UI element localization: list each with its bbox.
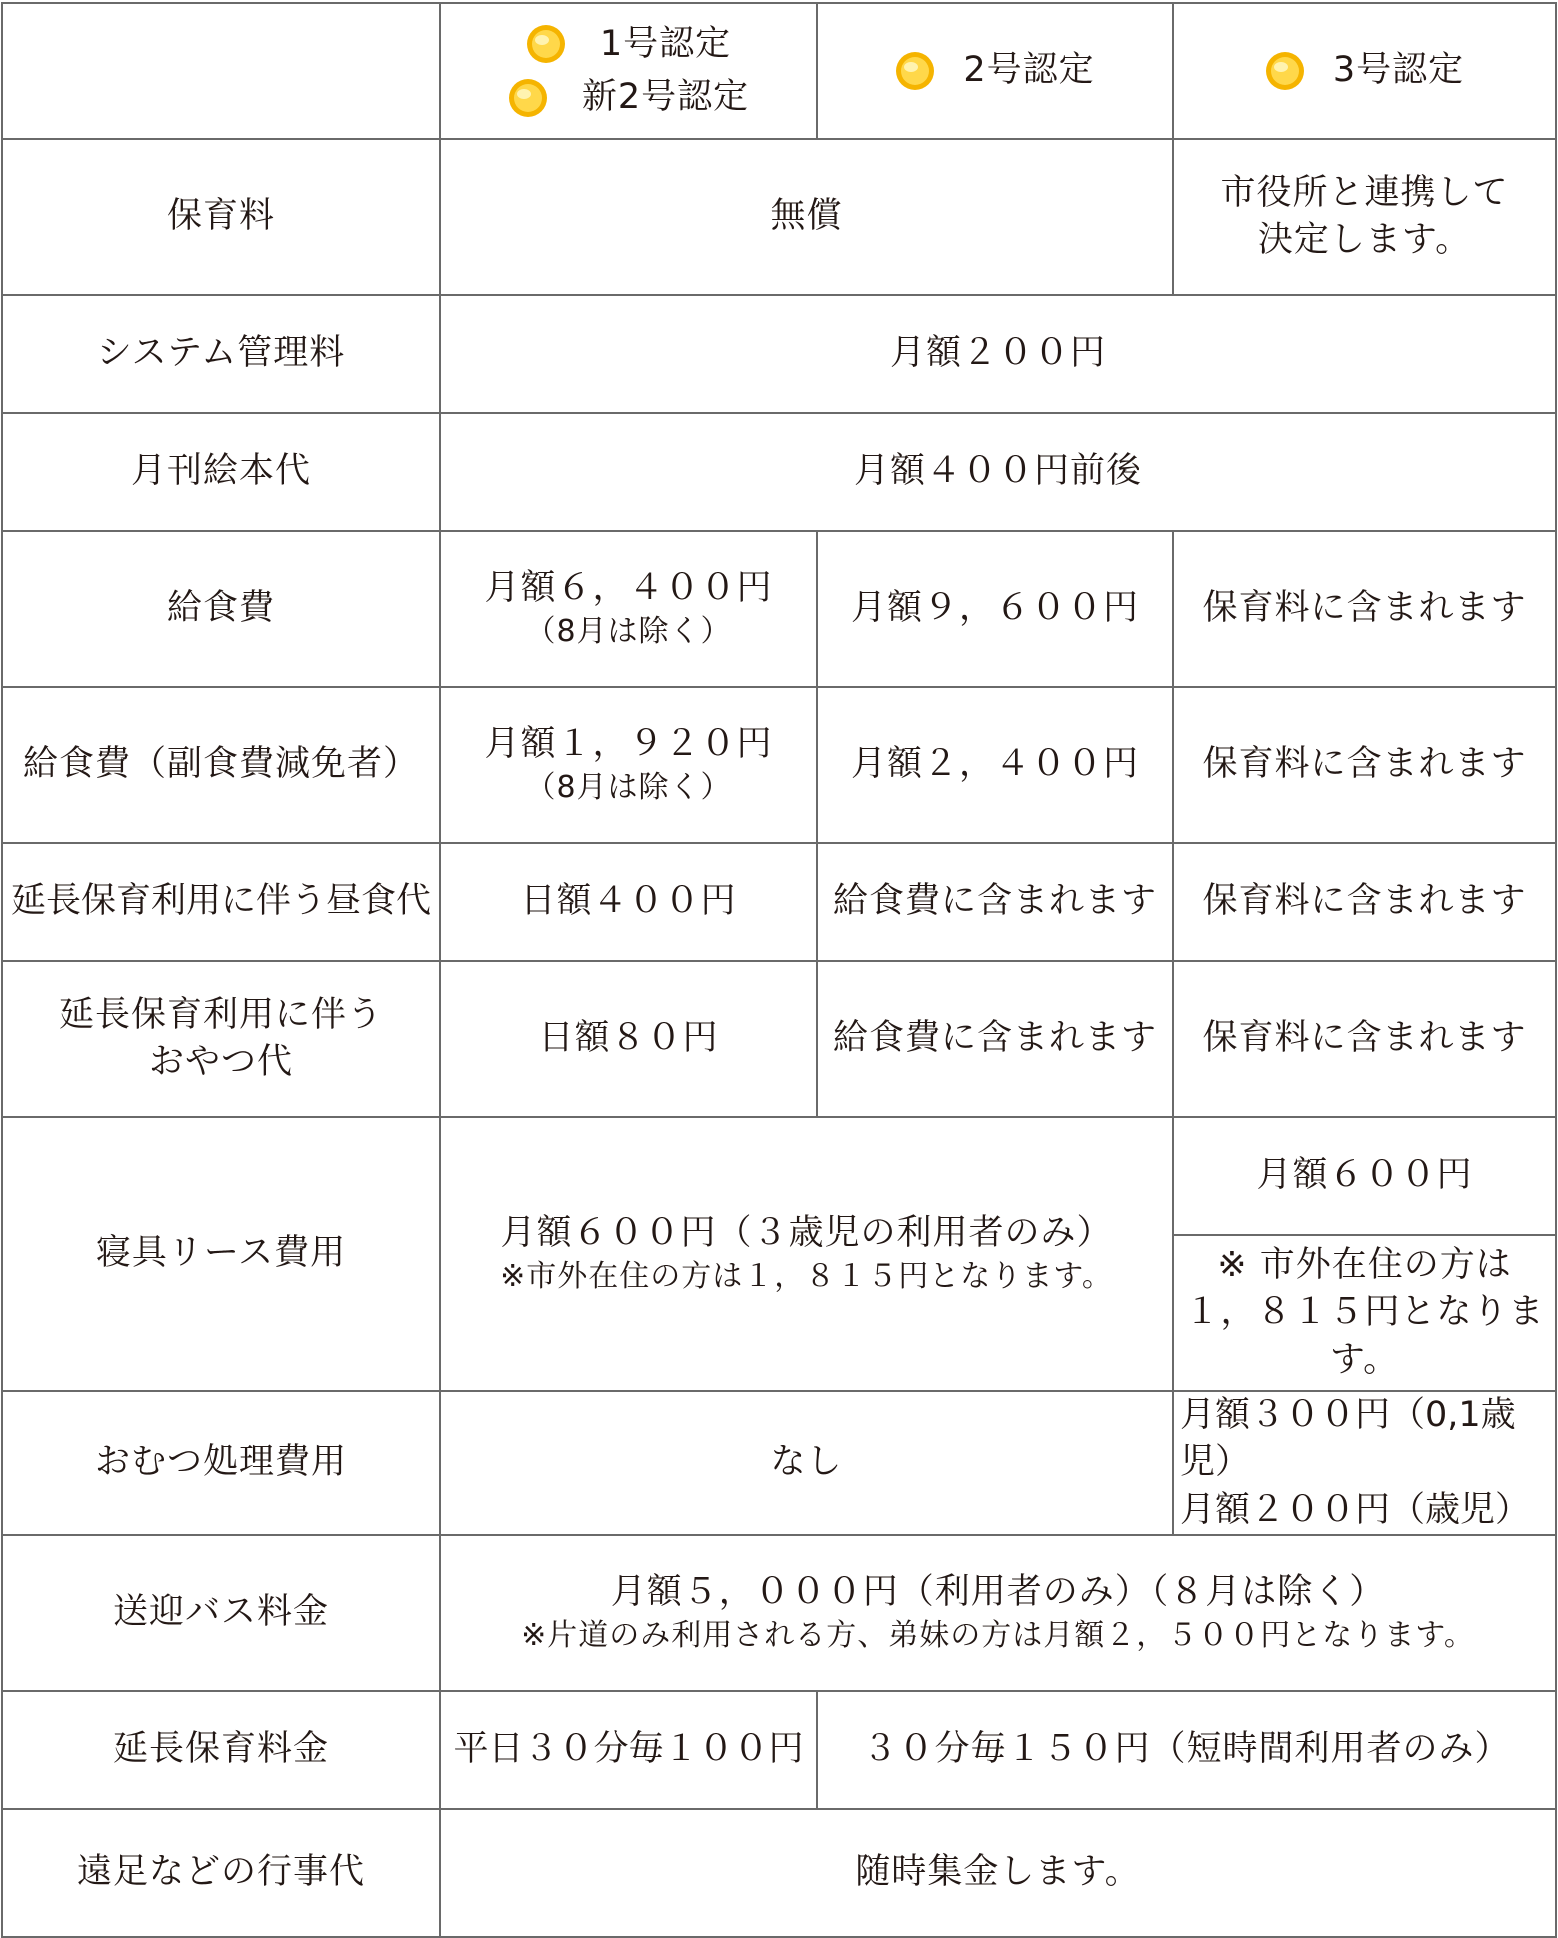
- cell-all: 月額２００円: [440, 295, 1556, 413]
- row-omutsu: [2, 1391, 1556, 1535]
- note-text: （8月は除く）: [525, 770, 732, 806]
- header-label-type2: 2号認定: [963, 50, 1095, 91]
- cell-all: 随時集金します。: [440, 1809, 1556, 1937]
- header-label-type3: 3号認定: [1332, 50, 1465, 91]
- row-label: 送迎バス料金: [2, 1535, 440, 1691]
- text-line: １，８１５円となりま: [1184, 1292, 1545, 1333]
- row-label: 延長保育料金: [2, 1691, 440, 1809]
- cell-type1: 日額８０円: [440, 961, 817, 1117]
- row-kyushoku: [2, 531, 1556, 687]
- cell-type1: [440, 531, 817, 687]
- row-ensoku: [2, 1809, 1556, 1937]
- text-line: ※ 市外在住の方は: [1217, 1245, 1512, 1286]
- text-line: 月額２００円（歳児）: [1180, 1489, 1531, 1530]
- header-empty-cell: [2, 3, 440, 139]
- note-text: ※市外在住の方は１，８１５円となります。: [500, 1259, 1113, 1295]
- cell-all: [440, 1535, 1556, 1691]
- row-shingu: [2, 1117, 1556, 1235]
- cell-type2: 月額２，４００円: [817, 687, 1173, 843]
- row-encho: [2, 1691, 1556, 1809]
- cell-type3: 保育料に含まれます: [1173, 687, 1556, 843]
- cell-type3-top: 月額６００円: [1173, 1117, 1556, 1235]
- row-label: 寝具リース費用: [2, 1117, 440, 1391]
- text-line: 市役所と連携して: [1220, 172, 1509, 213]
- row-label: システム管理料: [2, 295, 440, 413]
- text-line: おやつ代: [148, 1042, 293, 1082]
- header-row: [2, 3, 1556, 139]
- row-label: 保育料: [2, 139, 440, 295]
- row-label: 遠足などの行事代: [2, 1809, 440, 1937]
- amount-text: 月額１，９２０円: [484, 724, 773, 765]
- row-label: 給食費（副食費減免者）: [2, 687, 440, 843]
- row-label: おむつ処理費用: [2, 1391, 440, 1535]
- row-ehon: [2, 413, 1556, 531]
- row-system: [2, 295, 1556, 413]
- coin-icon: [895, 51, 935, 91]
- cell-type2: 給食費に含まれます: [817, 961, 1173, 1117]
- row-chushoku: [2, 843, 1556, 961]
- row-hoikuryo: [2, 139, 1556, 295]
- note-text: ※片道のみ利用される方、弟妹の方は月額２，５００円となります。: [521, 1618, 1475, 1654]
- cell-type3: 保育料に含まれます: [1173, 843, 1556, 961]
- fee-table: [1, 2, 1557, 1938]
- note-text: （8月は除く）: [525, 614, 732, 650]
- cell-type12: なし: [440, 1391, 1173, 1535]
- header-cell-2: [817, 3, 1173, 139]
- amount-text: 月額６，４００円: [484, 568, 773, 609]
- text-line: 決定します。: [1257, 220, 1472, 260]
- row-oyatsu: [2, 961, 1556, 1117]
- cell-type12: [440, 1117, 1173, 1391]
- amount-text: 月額６００円（３歳児の利用者のみ）: [500, 1213, 1113, 1254]
- text-line: 延長保育利用に伴う: [58, 994, 383, 1035]
- coin-icon: [508, 78, 548, 118]
- text-line: 月額３００円（0,1歳児）: [1180, 1395, 1516, 1483]
- cell-type3: [1173, 139, 1556, 295]
- row-label: [2, 961, 440, 1117]
- cell-type1: 日額４００円: [440, 843, 817, 961]
- row-kyushoku-fuku: [2, 687, 1556, 843]
- row-label: 給食費: [2, 531, 440, 687]
- cell-all: 月額４００円前後: [440, 413, 1556, 531]
- amount-text: 月額５，０００円（利用者のみ）（８月は除く）: [610, 1571, 1386, 1612]
- header-cell-1: [440, 3, 817, 139]
- cell-type3: [1173, 1391, 1556, 1535]
- cell-type1: [440, 687, 817, 843]
- header-label-type1: 1号認定: [599, 23, 732, 64]
- cell-type2: 月額９，６００円: [817, 531, 1173, 687]
- cell-type3-bottom: [1173, 1235, 1556, 1391]
- row-bus: [2, 1535, 1556, 1691]
- cell-free: 無償: [440, 139, 1173, 295]
- cell-type2: 給食費に含まれます: [817, 843, 1173, 961]
- text-line: す。: [1329, 1339, 1400, 1380]
- cell-type3: 保育料に含まれます: [1173, 961, 1556, 1117]
- header-cell-3: [1173, 3, 1556, 139]
- cell-type3: 保育料に含まれます: [1173, 531, 1556, 687]
- coin-icon: [1265, 51, 1305, 91]
- header-label-new-type2: 新2号認定: [581, 77, 750, 117]
- coin-icon: [526, 24, 566, 64]
- row-label: 延長保育利用に伴う昼食代: [2, 843, 440, 961]
- cell-type1: 平日３０分毎１００円: [440, 1691, 817, 1809]
- row-label: 月刊絵本代: [2, 413, 440, 531]
- cell-type23: ３０分毎１５０円（短時間利用者のみ）: [817, 1691, 1556, 1809]
